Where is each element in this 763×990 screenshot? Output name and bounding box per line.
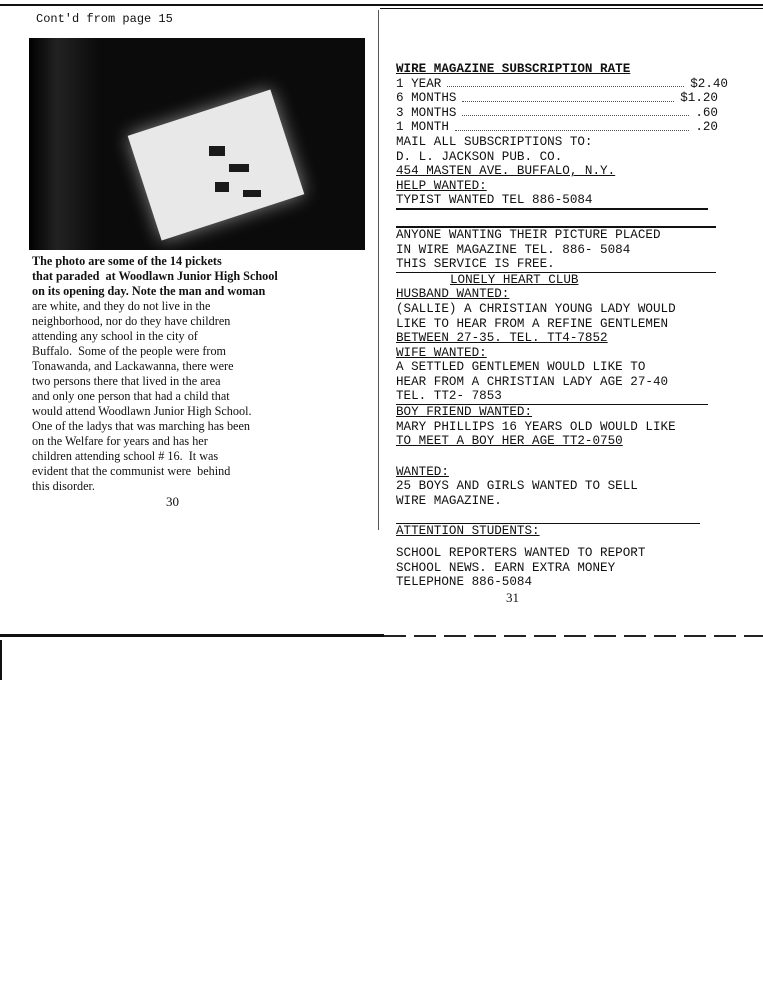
caption-line: The photo are some of the 14 pickets: [32, 254, 222, 268]
wanted-heading: WANTED:: [396, 464, 449, 479]
students-line: SCHOOL REPORTERS WANTED TO REPORT: [396, 546, 646, 561]
husband-heading: HUSBAND WANTED:: [396, 287, 510, 302]
mail-line: MAIL ALL SUBSCRIPTIONS TO:: [396, 134, 593, 149]
photo-shadow: [29, 38, 99, 250]
picture-line: IN WIRE MAGAZINE TEL. 886- 5084: [396, 242, 631, 257]
help-heading: HELP WANTED:: [396, 178, 487, 193]
continued-note: Cont'd from page 15: [36, 12, 173, 26]
mail-line: D. L. JACKSON PUB. CO.: [396, 149, 563, 164]
picture-line: THIS SERVICE IS FREE.: [396, 257, 716, 273]
mail-line: 454 MASTEN AVE. BUFFALO, N.Y.: [396, 164, 616, 179]
rate-term: 6 MONTHS: [396, 91, 457, 106]
page-number-right: 31: [506, 590, 519, 605]
caption-line: Buffalo. Some of the people were from: [32, 344, 227, 358]
caption-line: are white, and they do not live in the: [32, 299, 211, 313]
picture-line: ANYONE WANTING THEIR PICTURE PLACED: [396, 226, 716, 243]
wife-line: A SETTLED GENTLEMEN WOULD LIKE TO: [396, 360, 646, 375]
rate-price: $2.40: [690, 76, 728, 91]
husband-line: LIKE TO HEAR FROM A REFINE GENTLEMEN: [396, 316, 669, 331]
students-heading: ATTENTION STUDENTS:: [396, 523, 700, 539]
boy-friend-line: MARY PHILLIPS 16 YEARS OLD WOULD LIKE: [396, 419, 676, 434]
students-line: SCHOOL NEWS. EARN EXTRA MONEY: [396, 560, 616, 575]
caption-line: on its opening day. Note the man and woman: [32, 284, 266, 298]
wife-heading: WIFE WANTED:: [396, 345, 487, 360]
rate-price: .20: [695, 120, 718, 135]
rate-term: 3 MONTHS: [396, 105, 457, 120]
rate-term: 1 YEAR: [396, 76, 442, 91]
bottom-edge-mark: [0, 640, 2, 680]
caption-line: evident that the communist were behind: [32, 464, 231, 478]
husband-line: BETWEEN 27-35. TEL. TT4-7852: [396, 331, 608, 346]
bottom-border-left: [0, 634, 384, 637]
top-border-right: [380, 8, 763, 9]
caption-line: Tonawanda, and Lackawanna, there were: [32, 359, 234, 373]
caption-line: attending any school in the city of: [32, 329, 198, 343]
rate-term: 1 MONTH: [396, 120, 449, 135]
husband-line: (SALLIE) A CHRISTIAN YOUNG LADY WOULD: [396, 301, 676, 316]
rate-row: [396, 91, 718, 106]
photo-caption: [32, 254, 368, 494]
boy-friend-heading: BOY FRIEND WANTED:: [396, 404, 708, 420]
wanted-line: WIRE MAGAZINE.: [396, 494, 502, 509]
caption-line: children attending school # 16. It was: [32, 449, 219, 463]
caption-line: neighborhood, nor do they have children: [32, 314, 231, 328]
bottom-border-right: [384, 635, 763, 637]
caption-line: on the Welfare for years and has her: [32, 434, 208, 448]
photo-pickets: [29, 38, 365, 250]
rate-price: $1.20: [680, 91, 718, 106]
help-text: TYPIST WANTED TEL 886-5084: [396, 193, 708, 210]
boy-friend-line: TO MEET A BOY HER AGE TT2-0750: [396, 434, 623, 449]
rate-list: [396, 77, 736, 135]
wanted-line: 25 BOYS AND GIRLS WANTED TO SELL: [396, 479, 638, 494]
wife-line: TEL. TT2- 7853: [396, 389, 502, 404]
students-line: TELEPHONE 886-5084: [396, 575, 533, 590]
column-divider: [378, 10, 379, 530]
rate-row: [396, 106, 718, 121]
rate-price: .60: [695, 105, 718, 120]
caption-line: would attend Woodlawn Junior High School.: [32, 404, 252, 418]
caption-line: One of the ladys that was marching has been: [32, 419, 250, 433]
caption-line: two persons there that lived in the area: [32, 374, 221, 388]
page-number-left: 30: [166, 494, 179, 509]
top-border: [0, 4, 763, 6]
caption-line: that paraded at Woodlawn Junior High School: [32, 269, 278, 283]
rate-row: [396, 120, 718, 135]
classifieds-column: [396, 62, 736, 590]
rate-row: [396, 77, 728, 92]
caption-line: this disorder.: [32, 479, 95, 493]
caption-line: and only one person that had a child that: [32, 389, 230, 403]
wife-line: HEAR FROM A CHRISTIAN LADY AGE 27-40: [396, 374, 669, 389]
photo-sign: [128, 90, 305, 241]
subscription-title: WIRE MAGAZINE SUBSCRIPTION RATE: [396, 62, 631, 76]
lonely-heart-heading: LONELY HEART CLUB: [450, 272, 579, 287]
